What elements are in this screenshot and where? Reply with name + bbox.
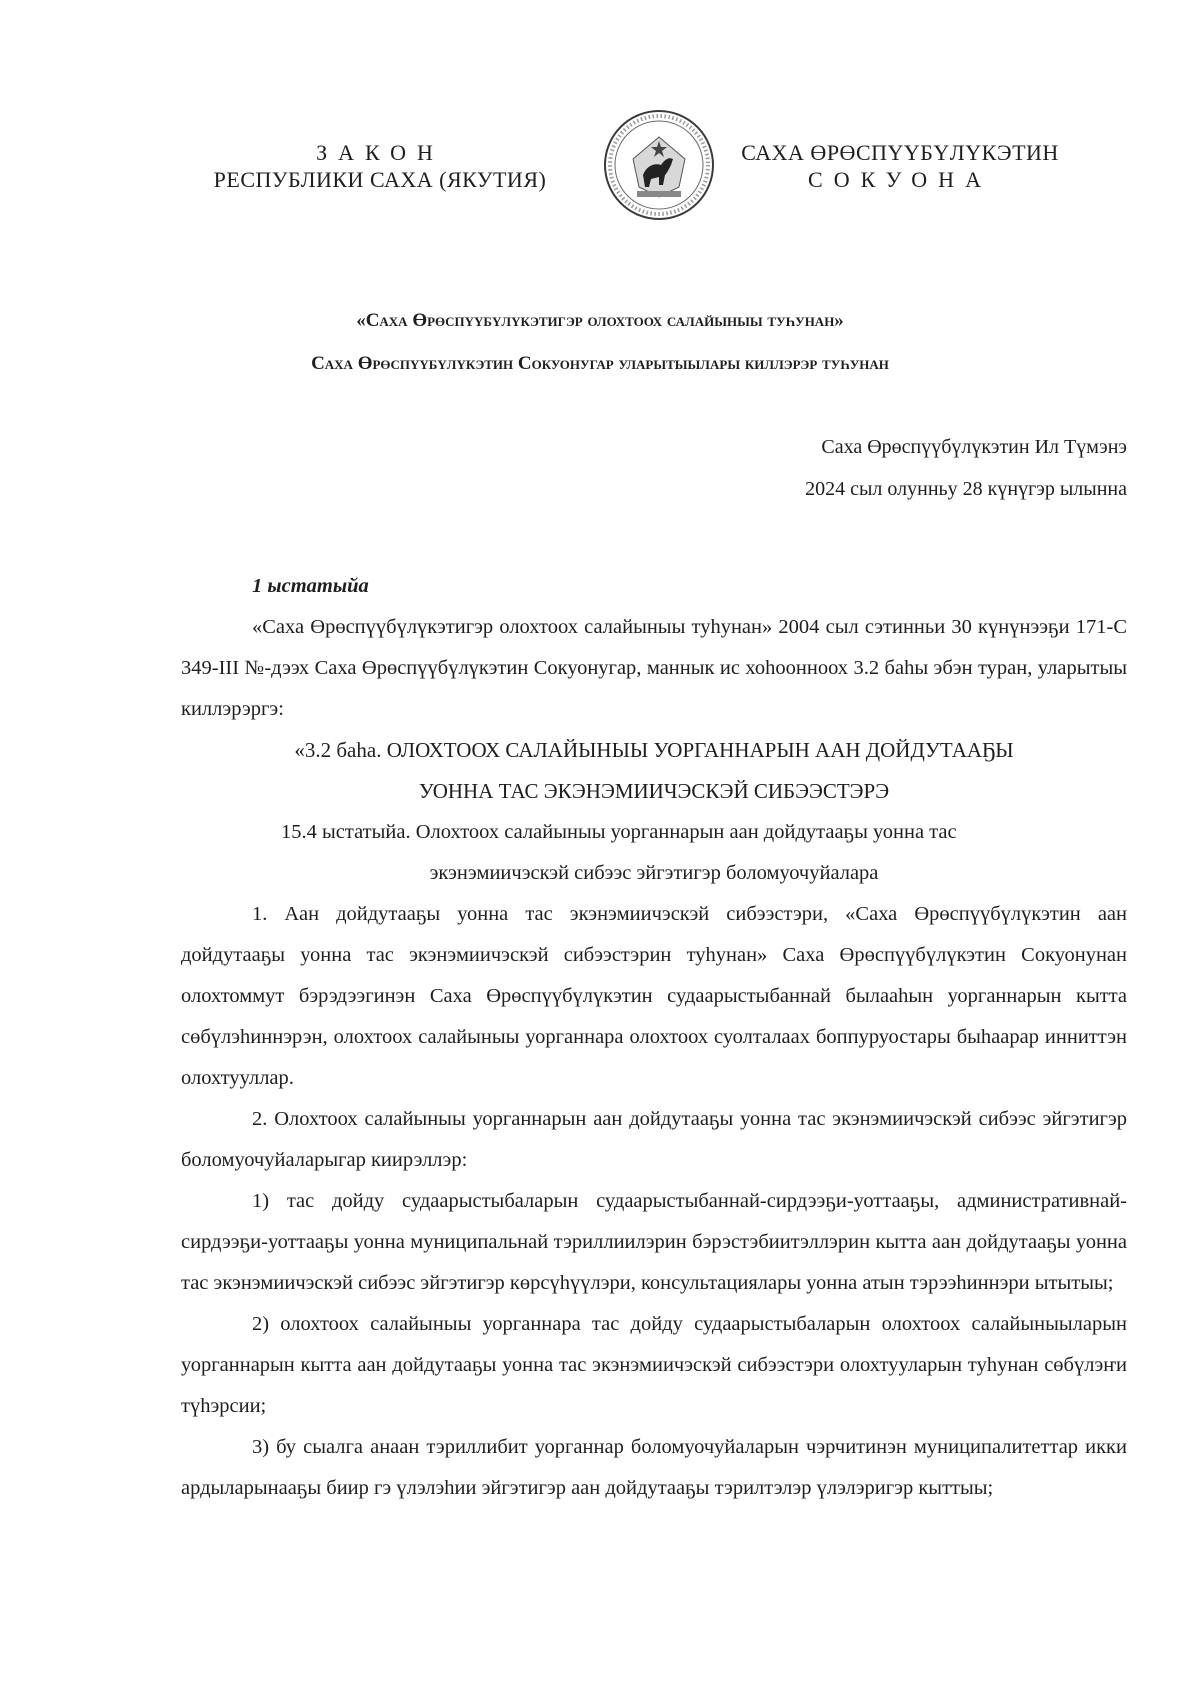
intro-paragraph: «Саха Өрөспүүбүлүкэтигэр олохтоох салайыныы туһунан» 2004 сыл сэтинньи 30 күнүнээҕи 171-С 349-III №-дээх Саха Өрөспүүбүлүкэтин Сокуонугар, маннык ис хоһоонноох 3.2 баһы эбэн туран, уларытыы киллэрэргэ: [181, 616, 1127, 720]
list-item-1: 1) тас дойду судаарыстыбаларын судаарыстыбаннай-сирдээҕи-уоттааҕы, административнай-сирдээҕи-уоттааҕы уонна муниципальнай тэриллиилэрин бэрэстэбиитэллэрин кытта аан дойдутааҕы уонна тас экэнэмиичэскэй сибээс эйгэтигэр көрсүһүүлэри, консультациялары уонна атын тэрээһиннэри ытытыы; [181, 1190, 1127, 1294]
law-title-line1: «Саха Өрөспүүбүлүкэтигэр олохтоох салайыныы туһунан» [356, 310, 844, 331]
coat-of-arms-emblem-icon [603, 109, 715, 221]
article-15-4-heading [181, 812, 1127, 894]
law-body [181, 566, 1127, 1509]
paragraph-1: 1. Аан дойдутааҕы уонна тас экэнэмиичэскэй сибээстэри, «Саха Өрөспүүбүлүкэтин аан дойдутааҕы уонна тас экэнэмиичэскэй сибээстэрин туһунан» Саха Өрөспүүбүлүкэтин Сокуонунан олохтоммут бэрэдээгинэн Саха Өрөспүүбүлүкэтин судаарыстыбаннай былааһын уорганнарын кытта сөбүлэһиннэрэн, олохтоох салайыныы уорганнара олохтоох суолталаах боппуруостары быһаарар инниттэн олохтууллар. [181, 903, 1127, 1089]
header-zakon: ЗАКОН [316, 140, 444, 165]
article-15-4-line1: 15.4 ыстатыйа. Олохтоох салайыныы уорганнарын аан дойдутааҕы уонна тас [281, 821, 957, 843]
paragraph-2: 2. Олохтоох салайыныы уорганнарын аан дойдутааҕы уонна тас экэнэмиичэскэй сибээс эйгэтигэр боломуочуйаларыгар киирэллэр: [181, 1108, 1127, 1171]
header-republic-sakha: САХА ӨРӨСПҮҮБҮЛҮКЭТИН [741, 140, 1059, 165]
article-15-4-line2: экэнэмиичэскэй сибээс эйгэтигэр боломуочуйалара [429, 862, 879, 884]
list-item-3: 3) бу сыалга анаан тэриллибит уорганнар боломуочуйаларын чэрчитинэн муниципалитеттар икки ардыларынааҕы биир гэ үлэлэһии эйгэтигэр аан дойдутааҕы тэрилтэлэр үлэлэригэр кыттыы; [181, 1436, 1127, 1499]
section-heading-line1: «3.2 баһа. ОЛОХТООХ САЛАЙЫНЫЫ УОРГАННАРЫН ААН ДОЙДУТААҔЫ [294, 738, 1014, 762]
section-heading-line2: УОННА ТАС ЭКЭНЭМИИЧЭСКЭЙ СИБЭЭСТЭРЭ [418, 779, 890, 803]
header-republic-ru: РЕСПУБЛИКИ САХА (ЯКУТИЯ) [213, 167, 547, 192]
law-title-line2: Саха Өрөспүүбүлүкэтин Сокуонугар уларытыылары киллэрэр туһунан [311, 353, 889, 374]
header-sokuona: СОКУОНА [808, 167, 992, 192]
adoption-body: Саха Өрөспүүбүлүкэтин Ил Түмэнэ [821, 436, 1127, 458]
header-right [720, 139, 1080, 193]
header-left [170, 139, 590, 193]
list-item-2: 2) олохтоох салайыныы уорганнара тас дойду судаарыстыбаларын олохтоох салайыныыларын уорганнарын кытта аан дойдутааҕы уонна тас экэнэмиичэскэй сибээстэри олохтууларын туһунан сөбүлэҥи түһэрсии; [181, 1313, 1127, 1417]
adoption-date: 2024 сыл олунньу 28 күнүгэр ылынна [805, 478, 1127, 500]
article-1-heading: 1 ыстатыйа [252, 575, 369, 597]
